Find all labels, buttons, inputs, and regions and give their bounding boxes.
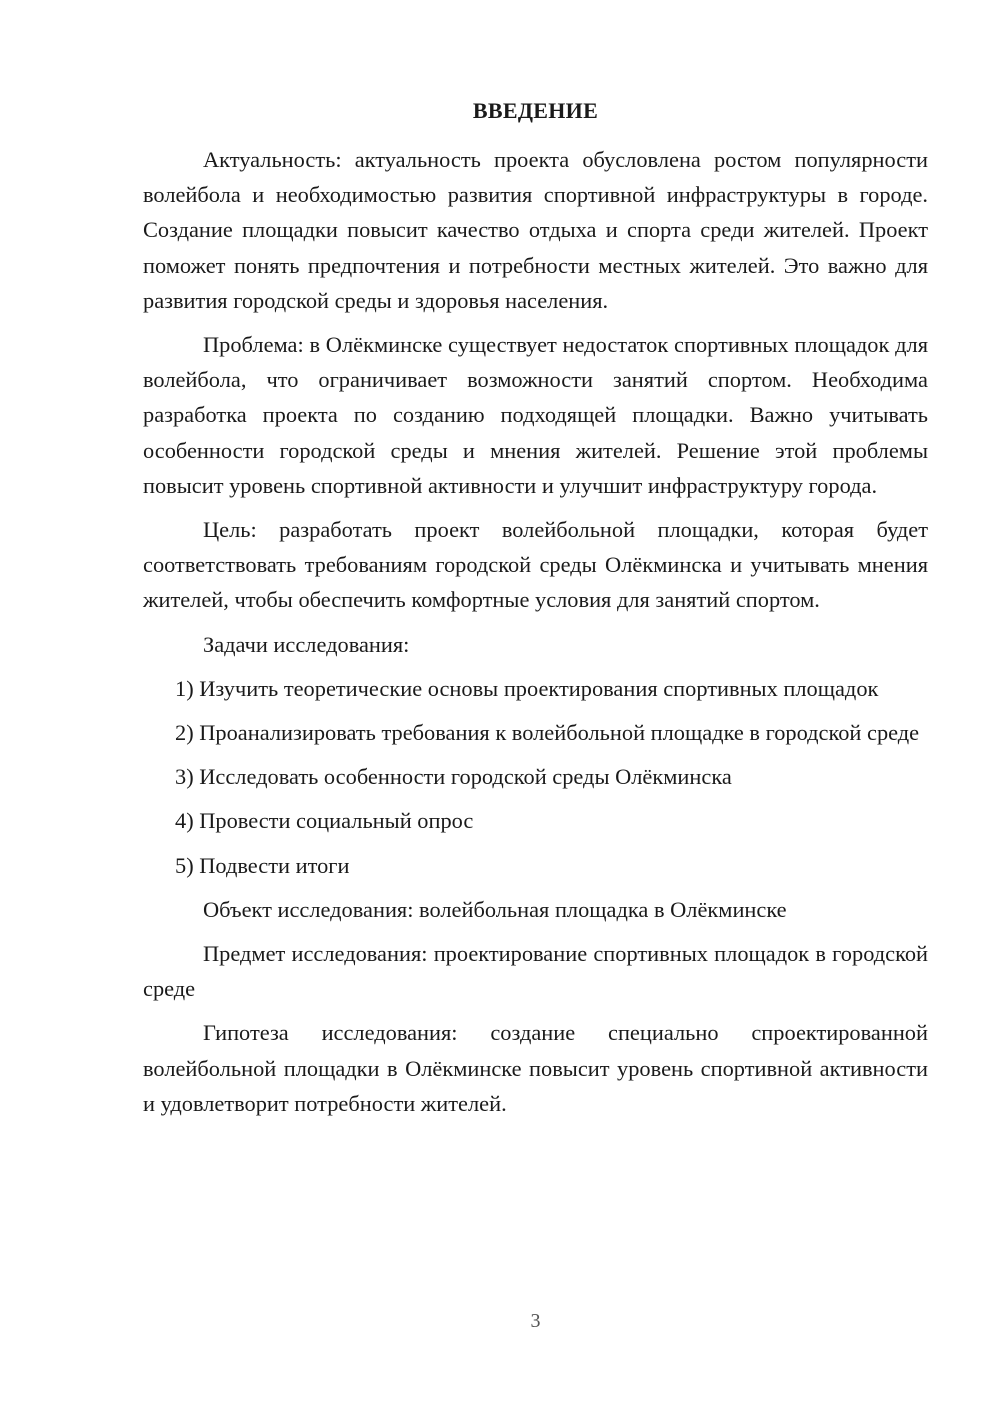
section-title: ВВЕДЕНИЕ bbox=[472, 98, 599, 123]
paragraph-subject: Предмет исследования: проектирование спортивных площадок в городской среде bbox=[143, 941, 928, 1002]
task-item-5: 5) Подвести итоги bbox=[175, 852, 350, 878]
document-page bbox=[143, 0, 928, 1414]
document-body bbox=[143, 142, 928, 1121]
paragraph-goal: Цель: разработать проект волейбольной площадки, которая будет соответствовать требованиям городской среды Олёкминска и учитывать мнения жителей, чтобы обеспечить комфортные условия для занятий спортом. bbox=[143, 517, 928, 613]
paragraph-object: Объект исследования: волейбольная площадка в Олёкминске bbox=[203, 896, 787, 922]
paragraph-relevance: Актуальность: актуальность проекта обусловлена ростом популярности волейбола и необходимостью развития спортивной инфраструктуры в городе. Создание площадки повысит качество отдыха и спорта среди жителей. Проект поможет понять предпочтения и потребности местных жителей. Это важно для развития городской среды и здоровья населения. bbox=[143, 147, 928, 313]
task-item-2: 2) Проанализировать требования к волейбольной площадке в городской среде bbox=[175, 720, 920, 746]
task-item-4: 4) Провести социальный опрос bbox=[175, 808, 474, 834]
paragraph-hypothesis: Гипотеза исследования: создание специально спроектированной волейбольной площадки в Олёкминске повысит уровень спортивной активности и удовлетворит потребности жителей. bbox=[143, 1020, 928, 1116]
task-item-3: 3) Исследовать особенности городской среды Олёкминска bbox=[175, 764, 732, 790]
task-item-1: 1) Изучить теоретические основы проектирования спортивных площадок bbox=[175, 675, 879, 701]
paragraph-tasks-heading: Задачи исследования: bbox=[203, 631, 410, 657]
paragraph-problem: Проблема: в Олёкминске существует недостаток спортивных площадок для волейбола, что ограничивает возможности занятий спортом. Необходима разработка проекта по созданию подходящей площадки. Важно учитывать особенности городской среды и мнения жителей. Решение этой проблемы повысит уровень спортивной активности и улучшит инфраструктуру города. bbox=[143, 332, 928, 498]
page-number: 3 bbox=[530, 1310, 541, 1332]
